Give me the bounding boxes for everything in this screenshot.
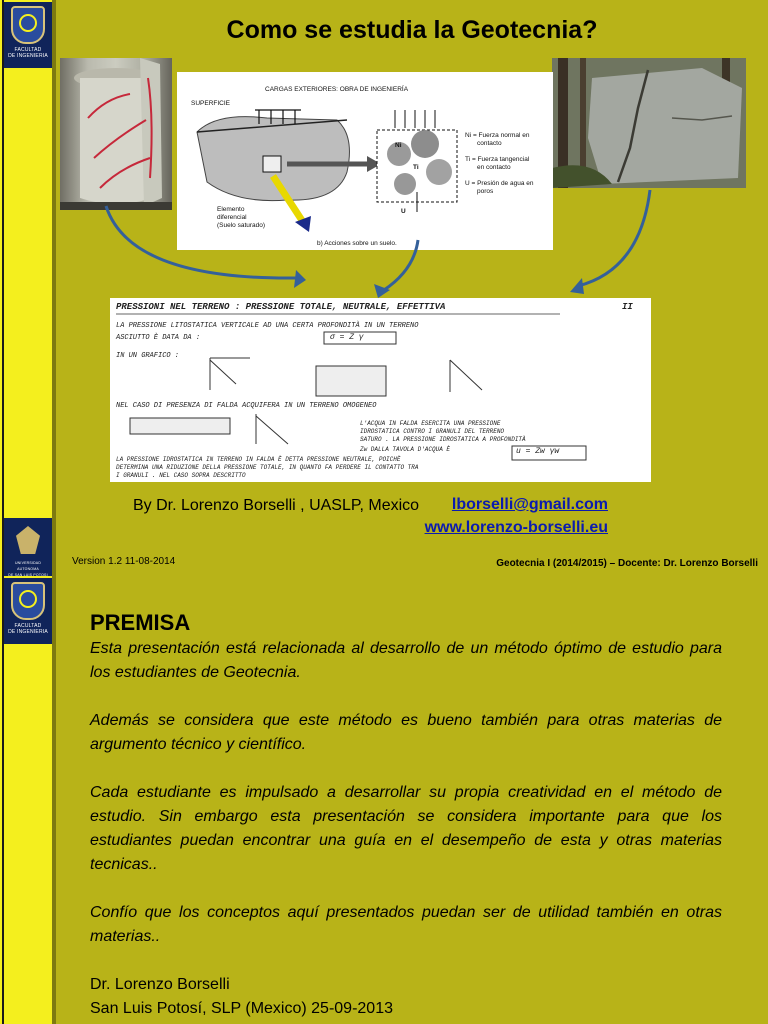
loads-label: CARGAS EXTERIORES: OBRA DE INGENIERÍA [265,86,409,93]
signature-name: Dr. Lorenzo Borselli [90,976,230,993]
premisa-heading: PREMISA [90,610,191,635]
notes-line: LA PRESSIONE IDROSTATICA IN TERRENO IN FALDA È DETTA PRESSIONE NEUTRALE, POICHÈ [116,456,401,463]
notes-formula: σ = Z γ [330,333,364,342]
email-link[interactable]: lborselli@gmail.com [451,496,608,513]
notes-line: I GRANULI . NEL CASO SOPRA DESCRITTO [116,472,246,479]
version-label: Version 1.2 11-08-2014 [72,556,176,567]
notes-line: ASCIUTTO È DATA DA : [116,334,201,342]
notes-line: SATURO . LA PRESSIONE IDROSTATICA A PROFONDITÀ [360,436,526,443]
page-title: Como se estudia la Geotecnia? [226,16,598,44]
notes-page-number: II [622,302,633,312]
surface-label: SUPERFICIE [191,100,231,107]
notes-line: NEL CASO DI PRESENZA DI FALDA ACQUIFERA IN UN TERRENO OMOGENEO [116,402,377,410]
website-link[interactable]: www.lorenzo-borselli.eu [424,519,608,536]
paragraph: Además se considera que este método es bueno también para otras materias de argumento técnico y científico. [90,712,722,753]
course-label: Geotecnia I (2014/2015) – Docente: Dr. Lorenzo Borselli [496,558,758,569]
notes-heading: PRESSIONI NEL TERRENO : PRESSIONE TOTALE, NEUTRALE, EFFETTIVA [116,302,446,312]
ni-definition: contacto [477,140,502,147]
ti-definition: Ti = Fuerza tangencial [465,156,530,163]
notes-line: DETERMINA UNA RIDUZIONE DELLA PRESSIONE TOTALE, IN QUANTO FA PERDERE IL CONTATTO TRA [116,464,419,471]
logo-label: DE SAN LUIS POTOSI [8,573,48,577]
paragraph: Cada estudiante es impulsado a desarrollar su propia creatividad en el método de estudio. Sin embargo esta presentación se considera importante para que los estudiantes puedan encontrar una guía en el desempeño de esta y otras materias tecnicas.. [90,784,722,873]
notes-line: L'ACQUA IN FALDA ESERCITA UNA PRESSIONE [360,420,501,427]
u-label: U [401,208,406,215]
ti-definition: en contacto [477,164,511,171]
premisa-body [90,637,722,1021]
ti-label: Ti [413,164,419,171]
notes-formula: u = Zw γw [516,447,560,456]
differential-label: diferencial [217,214,247,221]
byline: By Dr. Lorenzo Borselli , UASLP, Mexico [133,497,420,514]
paragraph: Esta presentación está relacionada al desarrollo de un método óptimo de estudio para los estudiantes de Geotecnia. [90,640,722,681]
notes-line: Zw DALLA TAVOLA D'ACQUA È [360,446,451,453]
signature-place: San Luis Potosí, SLP (Mexico) 25-09-2013 [90,1000,393,1017]
logo-label: FACULTAD [14,623,42,629]
ni-label: Ni [395,142,402,149]
u-definition: U = Presión de agua en [465,180,534,187]
logo-label: FACULTAD [14,47,42,53]
diagram-caption: b) Acciones sobre un suelo. [317,240,397,247]
element-label: Elemento [217,206,245,213]
paragraph: Confío que los conceptos aquí presentados puedan ser de utilidad también en otras materias.. [90,904,722,945]
notes-line: LA PRESSIONE LITOSTATICA VERTICALE AD UNA CERTA PROFONDITÀ IN UN TERRENO [116,322,419,330]
logo-label: UNIVERSIDAD AUTONOMA [14,561,42,571]
logo-label: DE INGENIERIA [8,53,48,59]
notes-line: IDROSTATICA CONTRO I GRANULI DEL TERRENO [360,428,505,435]
saturated-label: (Suelo saturado) [217,222,266,229]
ni-definition: Ni = Fuerza normal en [465,132,530,139]
notes-line: IN UN GRAFICO : [116,352,180,360]
u-definition: poros [477,188,494,195]
logo-label: DE INGENIERIA [8,629,48,635]
